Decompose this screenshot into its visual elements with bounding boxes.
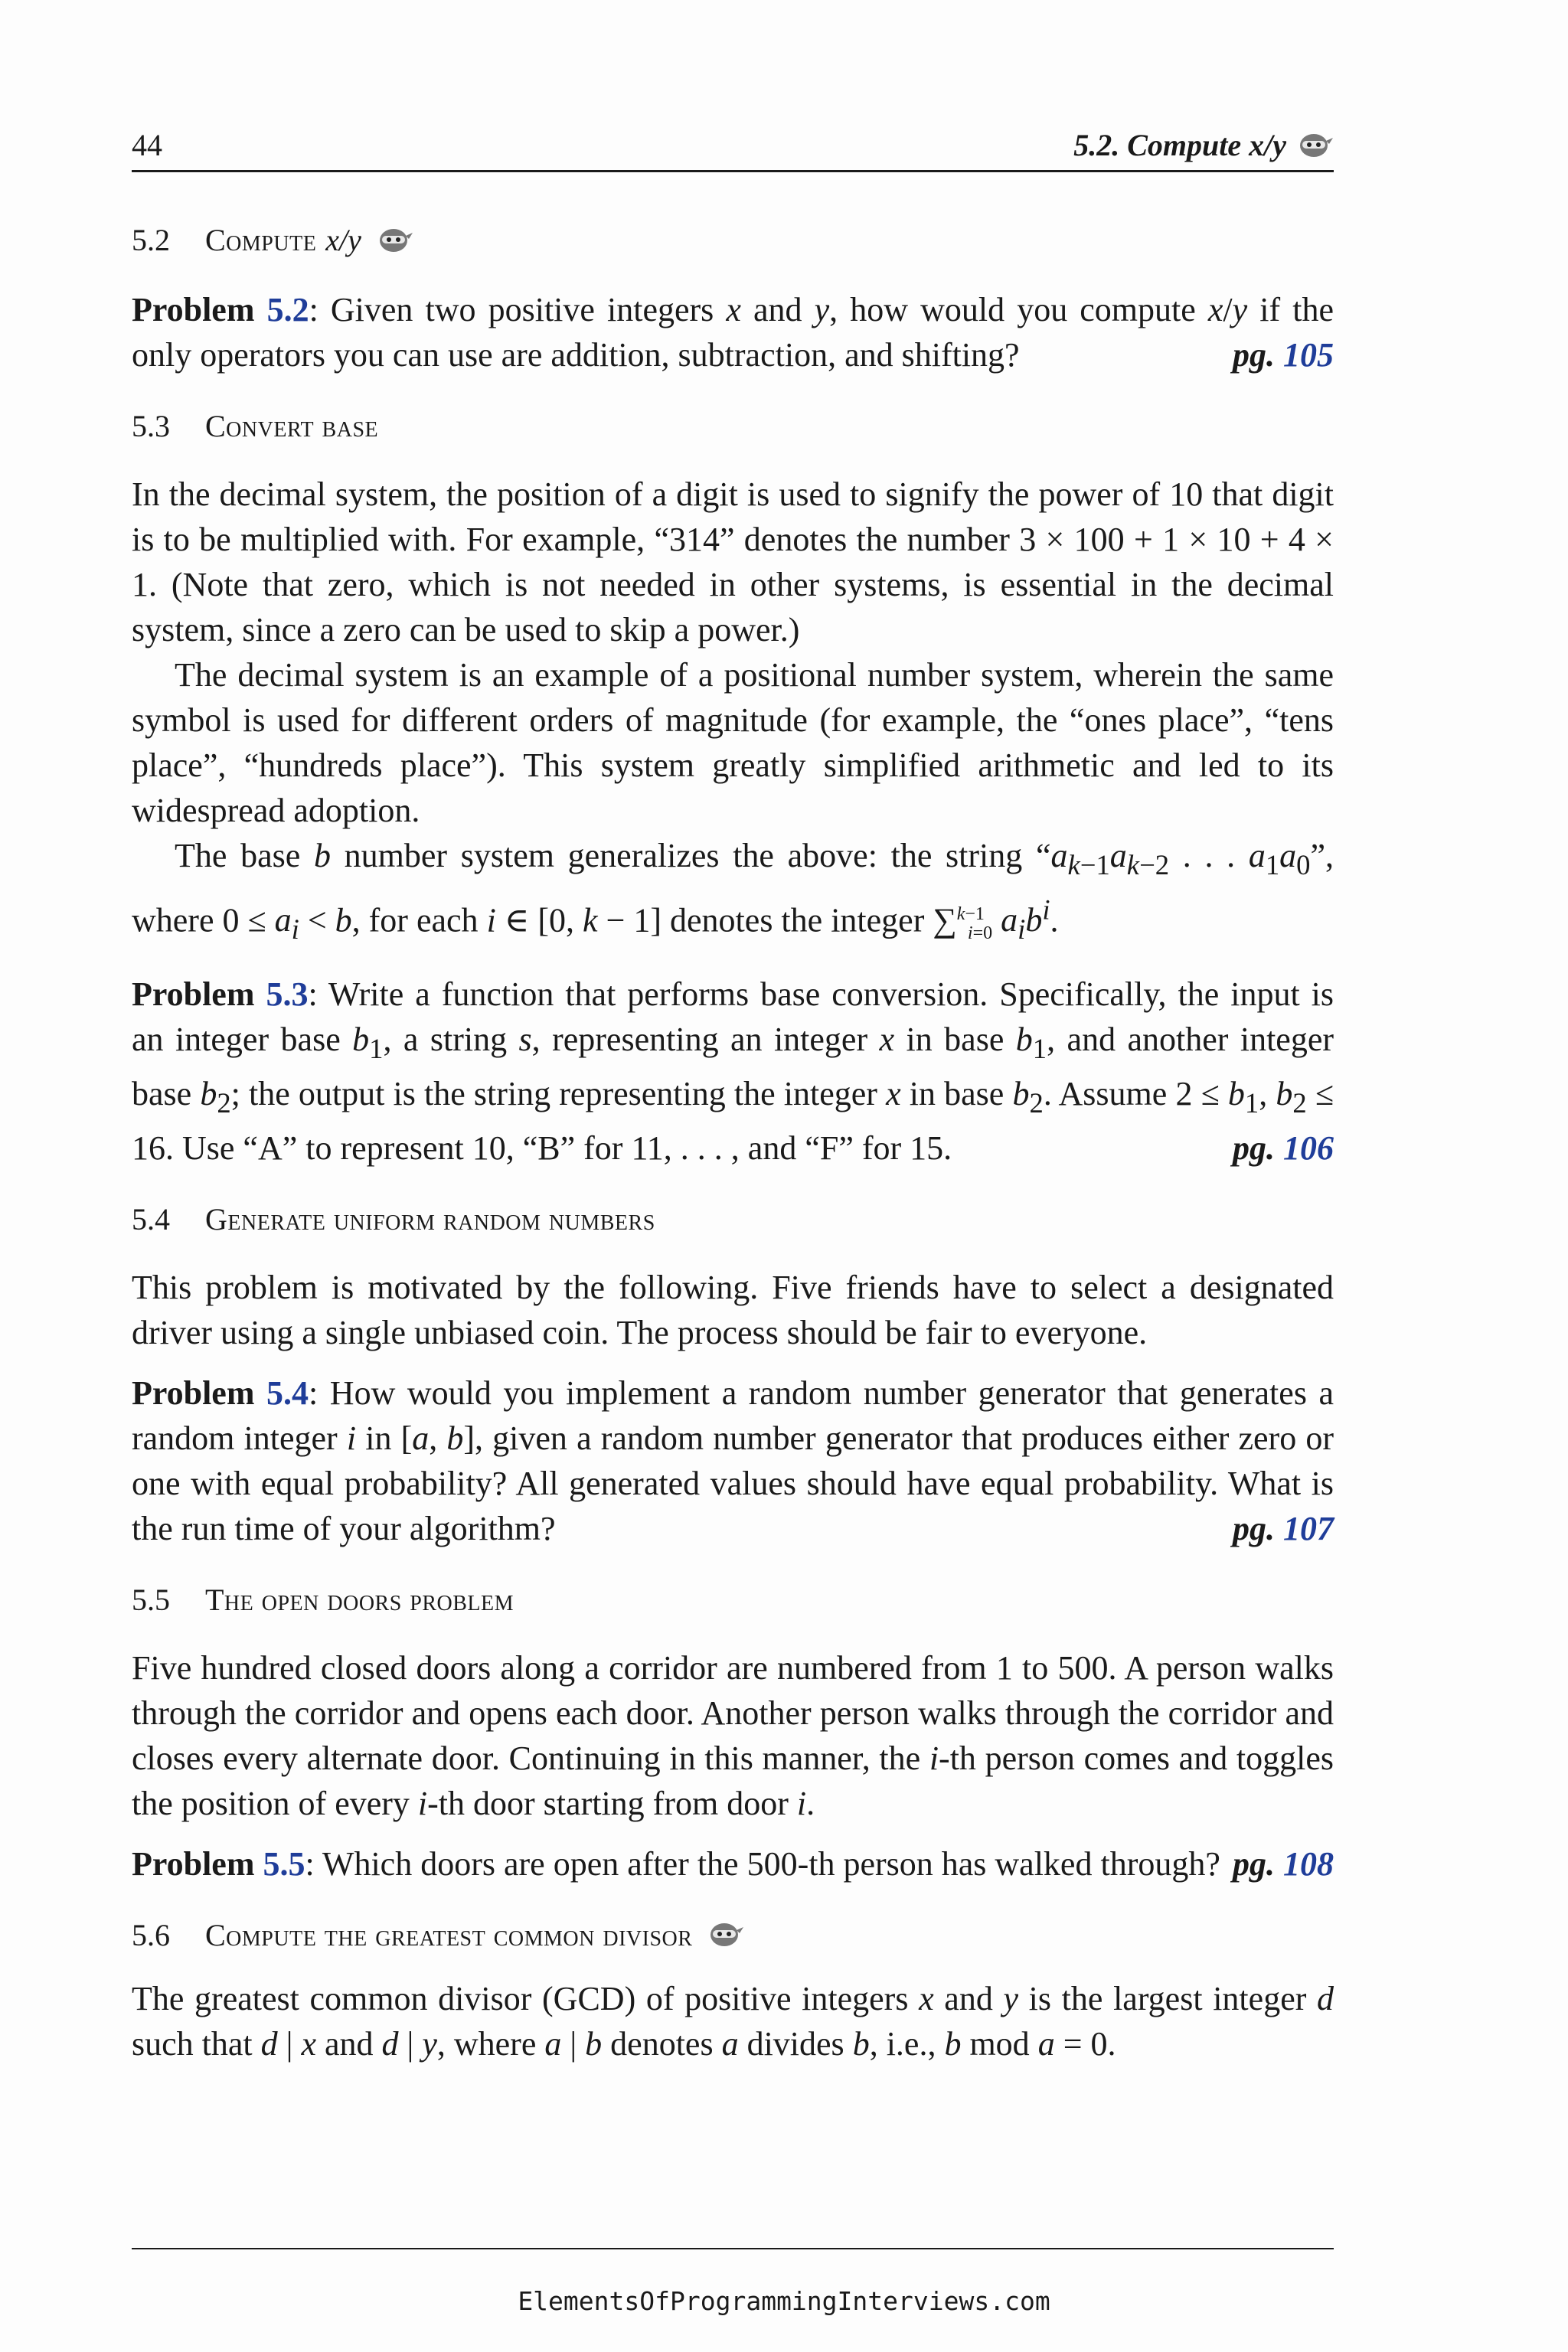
footer-site[interactable]: ElementsOfProgrammingInterviews.com xyxy=(518,2286,1050,2316)
section-title: Generate uniform random numbers xyxy=(205,1201,655,1236)
problem-ref-link[interactable]: 5.2 xyxy=(266,291,309,328)
page-ref-prefix: pg. xyxy=(1233,336,1275,374)
section-number: 5.5 xyxy=(132,1582,170,1617)
section-title-math: x/y xyxy=(325,223,361,257)
paragraph: The greatest common divisor (GCD) of positive integers x and y is the largest integer d such that d | x and d | y, where a | b denotes a divides b, i.e., b mod a = 0. xyxy=(132,1979,1334,2063)
paragraph: Five hundred closed doors along a corridor are numbered from 1 to 500. A person walks through the corridor and opens each door. Another person walks through the corridor and closes every alternate door. Continuing in this manner, the i-th person comes and toggles the position of every i-th door starting from door i. xyxy=(132,1648,1334,1822)
section-title: Compute xyxy=(205,223,317,257)
section-heading-5-4 xyxy=(132,1201,1334,1237)
paragraph: In the decimal system, the position of a digit is used to signify the power of 10 that digit is to be multiplied with. For example, “314” denotes the number 3 × 100 + 1 × 10 + 4 × 1. (Note that zero, which is not needed in other systems, is essential in the decimal system, since a zero can be used to skip a power.) xyxy=(132,475,1334,648)
page-ref xyxy=(1233,332,1334,377)
paragraph: The decimal system is an example of a positional number system, wherein the same symbol is used for different orders of magnitude (for example, the “ones place”, “tens place”, “hundreds place”). This system greatly simplified arithmetic and led to its widespread adoption. xyxy=(132,656,1334,829)
problem-ref-link[interactable]: 5.3 xyxy=(266,975,309,1014)
problem-label: Problem xyxy=(132,291,255,328)
footer-rule xyxy=(132,2248,1334,2249)
ninja-icon xyxy=(709,1921,744,1949)
problem-label: Problem xyxy=(132,1374,255,1412)
page-ref-link[interactable]: 108 xyxy=(1283,1844,1334,1883)
page-ref-prefix: pg. xyxy=(1233,1844,1275,1883)
running-header xyxy=(132,127,1334,172)
page-ref-link[interactable]: 106 xyxy=(1283,1129,1334,1167)
section-number: 5.3 xyxy=(132,409,170,443)
paragraph: The base b number system generalizes the above: the string “$a_{k-1}a_{k-2}$ . . . $a_1a_0$”, where $0 \le a_i < b$, for each i ∈ [0, k − 1] denotes the integer ∑$^{k-1}_{i=0}$ $a_ib^i$. xyxy=(132,837,1334,946)
section-number: 5.2 xyxy=(132,223,170,257)
section-heading-5-2 xyxy=(132,222,1334,258)
section-title: Convert base xyxy=(205,409,379,443)
section-number: 5.6 xyxy=(132,1917,170,1952)
ninja-icon xyxy=(1298,132,1334,159)
section-heading-5-5 xyxy=(132,1582,1334,1618)
page-ref xyxy=(1233,1841,1334,1886)
page-body xyxy=(132,207,1334,2066)
problem-5-5: Problem 5.5: Which doors are open after the 500-th person has walked through? pg. 108 xyxy=(132,1841,1334,1886)
page-ref-prefix: pg. xyxy=(1233,1509,1275,1547)
paragraph: This problem is motivated by the following. Five friends have to select a designated driver using a single unbiased coin. The process should be fair to everyone. xyxy=(132,1268,1334,1351)
section-number: 5.4 xyxy=(132,1201,170,1236)
problem-5-4: Problem 5.4: How would you implement a random number generator that generates a random integer i in [a, b], given a random number generator that produces either zero or one with equal probability? All generated values should have equal probability. What is the run time of your algorithm? pg. 107 xyxy=(132,1370,1334,1551)
running-title-text: 5.2. Compute x/y xyxy=(1073,128,1286,162)
problem-label: Problem xyxy=(132,1844,255,1883)
section-heading-5-6 xyxy=(132,1917,1334,1953)
problem-label: Problem xyxy=(132,975,255,1014)
page-ref-link[interactable]: 107 xyxy=(1283,1509,1334,1547)
problem-ref-link[interactable]: 5.4 xyxy=(266,1374,309,1412)
page-ref xyxy=(1233,1506,1334,1551)
ninja-icon xyxy=(378,227,413,254)
page-ref-prefix: pg. xyxy=(1233,1129,1275,1167)
running-title xyxy=(1073,127,1334,163)
page-ref-link[interactable]: 105 xyxy=(1283,336,1334,374)
section-heading-5-3 xyxy=(132,408,1334,444)
section-title: Compute the greatest common divisor xyxy=(205,1917,693,1952)
problem-5-2: Problem 5.2: Given two positive integers x and y, how would you compute x/y if the only operators you can use are addition, subtraction, and shifting? pg. 105 xyxy=(132,287,1334,377)
section-title: The open doors problem xyxy=(205,1582,514,1617)
problem-ref-link[interactable]: 5.5 xyxy=(263,1844,305,1883)
page-number: 44 xyxy=(132,128,162,162)
page-ref xyxy=(1233,1125,1334,1171)
problem-5-3: Problem 5.3: Write a function that performs base conversion. Specifically, the input is an integer base $b_1$, a string s, representing an integer x in base $b_1$, and another integer base $b_2$; the output is the string representing the integer x in base $b_2$. Assume $2 \le b_1$, $b_2 \le 16$. Use “A” to represent 10, “B” for 11, . . . , and “F” for 15. pg. 106 xyxy=(132,972,1334,1171)
